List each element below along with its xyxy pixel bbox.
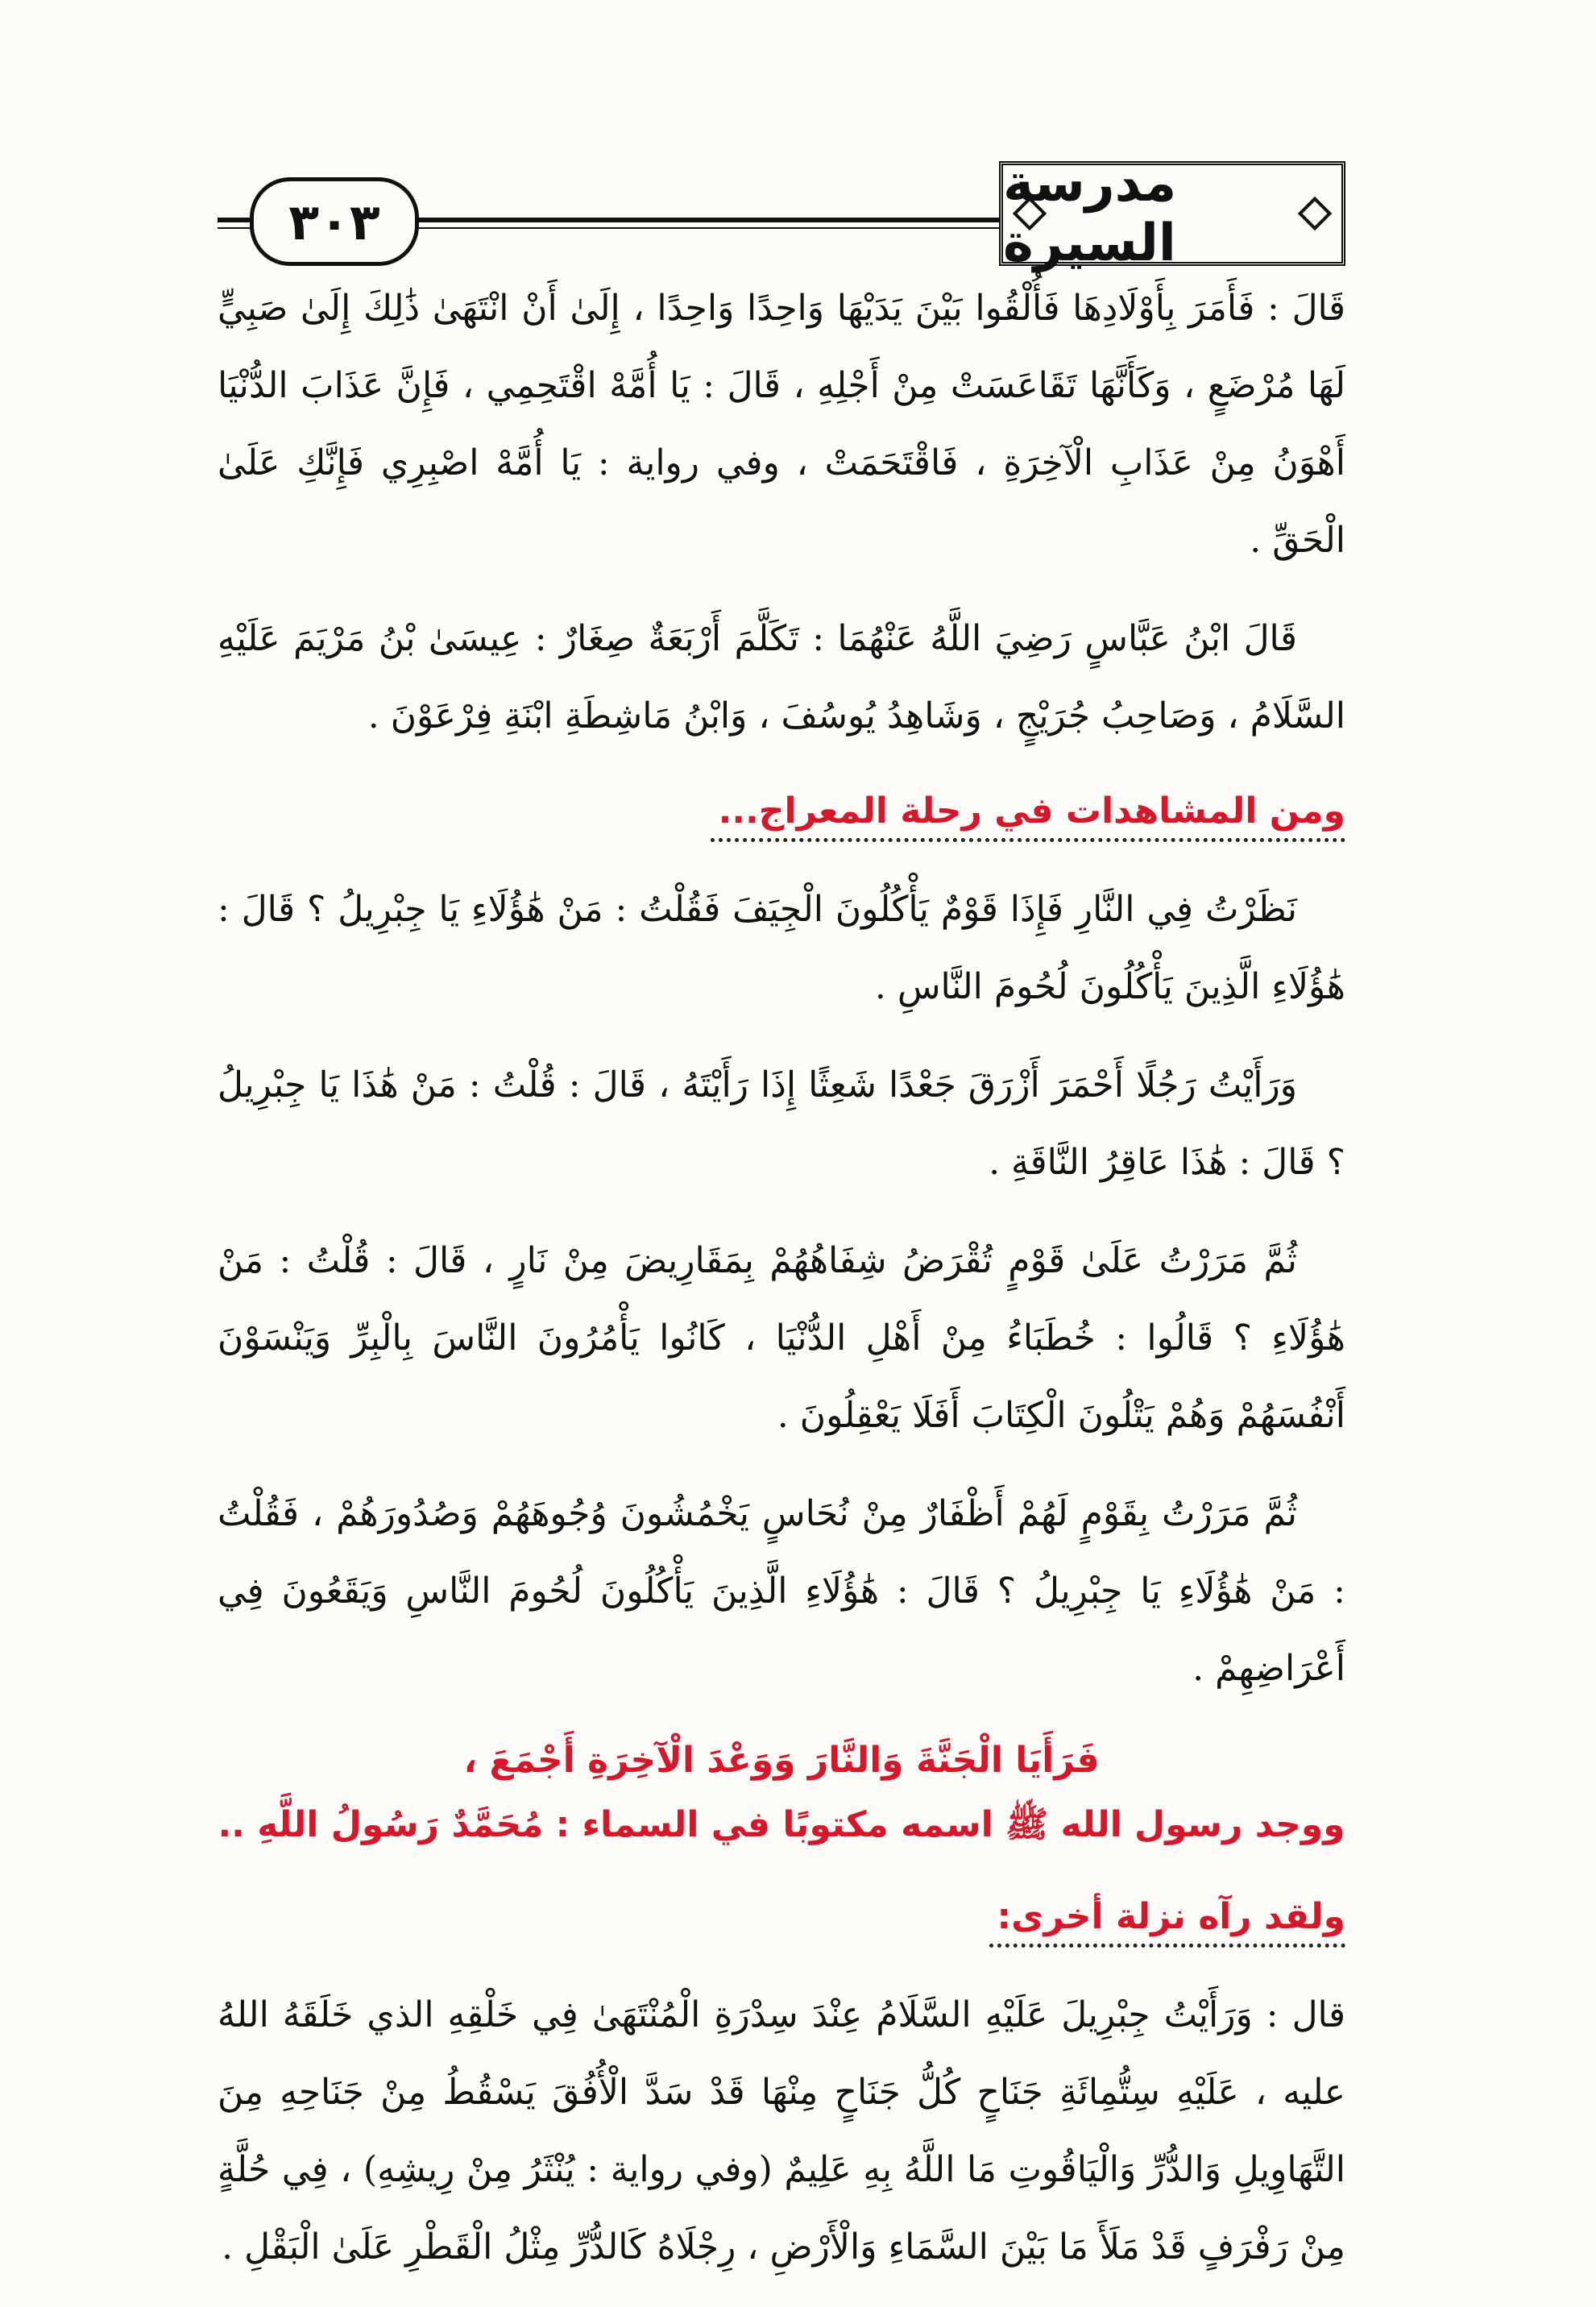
paragraph: قال : وَرَأَيْتُ جِبْرِيلَ عَلَيْهِ السَّلَامُ عِنْدَ سِدْرَةِ الْمُنْتَهَىٰ فِي خَلْقِهِ الذي خَلَقَهُ اللهُ عليه ، عَلَيْهِ سِتُّمِائَةِ جَنَاحٍ كُلُّ جَنَاحٍ مِنْهَا قَدْ سَدَّ الْأُفُقَ يَسْقُطُ مِنْ جَنَاحِهِ مِنَ التَّهَاوِيلِ وَالدُّرِّ وَالْيَاقُوتِ مَا اللَّهُ بِهِ عَلِيمٌ (وفي رواية : يُنْثَرُ مِنْ رِيشِهِ) ، فِي حُلَّةٍ مِنْ رَفْرَفٍ قَدْ مَلَأَ مَا بَيْنَ السَّمَاءِ وَالْأَرْضِ ، رِجْلَاهُ كَالدُّرِّ مِثْلُ الْقَطْرِ عَلَىٰ الْبَقْلِ . <box>218 1994 1345 2268</box>
paragraph: ثُمَّ مَرَرْتُ بِقَوْمٍ لَهُمْ أَظْفَارٌ مِنْ نُحَاسٍ يَخْمُشُونَ وُجُوهَهُمْ وَصُدُورَهُمْ ، فَقُلْتُ : مَنْ هَٰؤُلَاءِ يَا جِبْرِيلُ ؟ قَالَ : هَٰؤُلَاءِ الَّذِينَ يَأْكُلُونَ لُحُومَ النَّاسِ وَيَقَعُونَ فِي أَعْرَاضِهِمْ . <box>218 1493 1345 1689</box>
highlight-line: فَرَأَيَا الْجَنَّةَ وَالنَّارَ وَوَعْدَ الْآخِرَةِ أَجْمَعَ ، <box>463 1740 1100 1781</box>
page-content <box>218 270 1345 2307</box>
book-title-text: مدرسة السيرة <box>1003 154 1177 273</box>
section-heading-wrap <box>218 776 1345 871</box>
highlight-line: ووجد رسول الله ﷺ اسمه مكتوبًا في السماء : مُحَمَّدٌ رَسُولُ اللَّهِ .. <box>218 1804 1345 1845</box>
section-heading: ولقد رآه نزلة أخرى: <box>997 1885 1345 1949</box>
paragraph: نَظَرْتُ فِي النَّارِ فَإِذَا قَوْمٌ يَأْكُلُونَ الْجِيَفَ فَقُلْتُ : مَنْ هَٰؤُلَاءِ يَا جِبْرِيلُ ؟ قَالَ : هَٰؤُلَاءِ الَّذِينَ يَأْكُلُونَ لُحُومَ النَّاسِ . <box>218 889 1345 1007</box>
book-title <box>999 154 1345 273</box>
paragraph: قَالَ : فَأَمَرَ بِأَوْلَادِهَا فَأُلْقُوا بَيْنَ يَدَيْهَا وَاحِدًا وَاحِدًا ، إِلَىٰ أَنْ انْتَهَىٰ ذَٰلِكَ إِلَىٰ صَبِيٍّ لَهَا مُرْضَعٍ ، وَكَأَنَّهَا تَقَاعَسَتْ مِنْ أَجْلِهِ ، قَالَ : يَا أُمَّهْ اقْتَحِمِي ، فَإِنَّ عَذَابَ الدُّنْيَا أَهْوَنُ مِنْ عَذَابِ الْآخِرَةِ ، فَاقْتَحَمَتْ ، وفي رواية : يَا أُمَّهْ اصْبِرِي فَإِنَّكِ عَلَىٰ الْحَقِّ . <box>218 288 1345 561</box>
paragraph: قَالَ ابْنُ عَبَّاسٍ رَضِيَ اللَّهُ عَنْهُمَا : تَكَلَّمَ أَرْبَعَةٌ صِغَارٌ : عِيسَىٰ بْنُ مَرْيَمَ عَلَيْهِ السَّلَامُ ، وَصَاحِبُ جُرَيْجٍ ، وَشَاهِدُ يُوسُفَ ، وَابْنُ مَاشِطَةِ ابْنَةِ فِرْعَوْنَ . <box>218 618 1345 736</box>
section-heading: ومن المشاهدات في رحلة المعراج... <box>719 779 1345 844</box>
page-header <box>218 154 1345 273</box>
paragraph: ثُمَّ مَرَرْتُ عَلَىٰ قَوْمٍ تُقْرَضُ شِفَاهُهُمْ بِمَقَارِيضَ مِنْ نَارٍ ، قَالَ : قُلْتُ : مَنْ هَٰؤُلَاءِ ؟ قَالُوا : خُطَبَاءُ مِنْ أَهْلِ الدُّنْيَا ، كَانُوا يَأْمُرُونَ النَّاسَ بِالْبِرِّ وَيَنْسَوْنَ أَنْفُسَهُمْ وَهُمْ يَتْلُونَ الْكِتَابَ أَفَلَا يَعْقِلُونَ . <box>218 1240 1345 1436</box>
page-number: ٣٠٣ <box>250 177 419 266</box>
paragraph: وَرَأَيْتُ رَجُلًا أَحْمَرَ أَزْرَقَ جَعْدًا شَعِثًا إِذَا رَأَيْتَهُ ، قَالَ : قُلْتُ : مَنْ هَٰذَا يَا جِبْرِيلُ ؟ قَالَ : هَٰذَا عَاقِرُ النَّاقَةِ . <box>218 1064 1345 1183</box>
section-heading-wrap <box>218 1882 1345 1977</box>
